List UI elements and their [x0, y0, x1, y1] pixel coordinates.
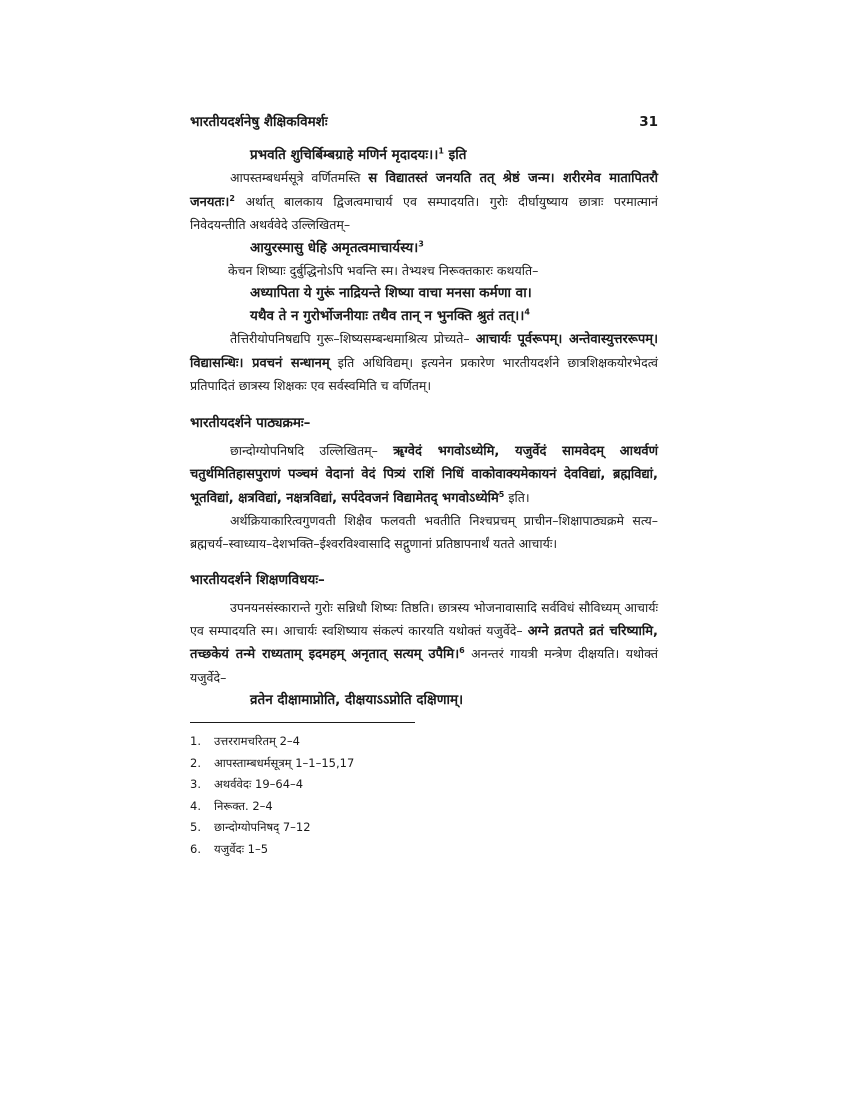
verse-nirukta-2: यथैव ते न गुरोर्भोजनीयाः तथैव तान् न भुनक्ति श्रुतं तत्।।$^4$ [250, 307, 530, 324]
verse-vrata: व्रतेन दीक्षामाप्नोति, दीक्षयाऽऽप्नोति दक्षिणाम्। [250, 692, 464, 708]
footnote-item: 4. निरूक्त. 2–4 [190, 798, 273, 813]
paragraph-chandogya: छान्दोग्योपनिषदि उल्लिखितम्– ॠग्वेदं भगवोऽध्येमि, यजुर्वेदं सामवेदम् आथर्वणं चतुर्थमितिहासपुराणं पञ्चमं वेदानां वेदं पित्र्यं राशिं निधिं वाकोवाक्यमेकायनं देवविद्यां, ब्रह्मविद्यां, भूतविद्यां, क्षत्रविद्यां, नक्षत्रविद्यां, सर्पदेवजनं विद्यामेतद् भगवोऽध्येमि$^5$ इति। [190, 442, 658, 506]
footnote-ref-6: 6 [459, 645, 465, 655]
footnote-item: 3. अथर्ववेदः 19–64–4 [190, 777, 304, 791]
verse-atharva: आयुरस्मासु धेहि अमृतत्वमाचार्यस्य।$^3$ [250, 239, 424, 256]
footnote-divider [190, 722, 415, 723]
page [190, 112, 658, 860]
footnotes [190, 731, 658, 860]
page-number: 31 [639, 114, 658, 130]
verse-nirukta-1: अध्यापिता ये गुरूं नाद्रियन्ते शिष्या वाचा मनसा कर्मणा वा। [250, 285, 532, 301]
header-title: भारतीयदर्शनेषु शैक्षिकविमर्शः [190, 114, 328, 130]
paragraph-shishya: केचन शिष्याः दुर्बुद्धिनोऽपि भवन्ति स्म। तेभ्यश्च निरूक्तकारः कथयति– [228, 262, 539, 278]
footnote-ref-3: 3 [418, 239, 424, 248]
footnote-item: 5. छान्दोग्योपनिषद् 7–12 [190, 820, 311, 834]
footnote-item: 6. यजुर्वेदः 1–5 [190, 841, 269, 856]
footnote-ref-5: 5 [498, 489, 505, 499]
footnote-ref-2: 2 [229, 193, 235, 203]
verse-1: प्रभवति शुचिर्बिम्बग्राहे मणिर्न मृदादयः।।$^1$ इति [250, 146, 467, 163]
running-header [190, 112, 658, 138]
footnote-item: 2. आपस्ताम्बधर्मसूत्रम् 1–1–15,17 [190, 755, 355, 770]
paragraph-arthakriya: अर्थक्रियाकारित्वगुणवती शिक्षैव फलवती भवतीति निश्चप्रचम् प्राचीन–शिक्षापाठ्यक्रमे सत्य–ब्रह्मचर्य–स्वाध्याय–देशभक्ति–ईश्वरविश्वासादि सद्गुणानां प्रतिष्ठापनार्थं यतते आचार्यः। [190, 513, 658, 551]
paragraph-upanayana: उपनयनसंस्कारान्ते गुरोः सन्निधौ शिष्यः तिष्ठति। छात्रस्य भोजनावासादि सर्वविधं सौविध्यम् आचार्यः एव सम्पादयति स्म। आचार्यः स्वशिष्याय संकल्पं कारयति यथोक्तं यजुर्वेदे– अग्ने व्रतपते व्रतं चरिष्यामि, तच्छकेयं तन्मे राध्यताम् इदमहम् अनृतात् सत्यम् उपैमि।$^6$ अनन्तरं गायत्री मन्त्रेण दीक्षयति। यथोक्तं यजुर्वेदे– [190, 600, 658, 685]
paragraph-apastamba: आपस्तम्बधर्मसूत्रे वर्णितमस्ति स विद्यातस्तं जनयति तत् श्रेष्ठं जन्म। शरीरमेव मातापितरौ जनयतः।$^2$ अर्थात् बालकाय द्विजत्वमाचार्य एव सम्पादयति। गुरोः दीर्घायुष्याय छात्राः परमात्मानं निवेदयन्तीति अथर्ववेदे उल्लिखितम्– [190, 170, 658, 232]
footnote-ref-1: 1 [438, 146, 444, 156]
footnote-item: 1. उत्तररामचरितम् 2–4 [190, 734, 300, 748]
section-heading-curriculum: भारतीयदर्शने पाठ्यक्रमः– [190, 414, 311, 431]
paragraph-taittiriya: तैत्तिरीयोपनिषद्यपि गुरू–शिष्यसम्बन्धमाश्रित्य प्रोच्यते– आचार्यः पूर्वरूपम्। अन्तेवास्युत्तररूपम्। विद्यासन्धिः। प्रवचनं सन्धानम् इति अधिविद्यम्। इत्यनेन प्रकारेण भारतीयदर्शने छात्रशिक्षकयोरभेदत्वं प्रतिपादितं छात्रस्य शिक्षकः एव सर्वस्वमिति च वर्णितम्। [190, 331, 658, 393]
footnote-ref-4: 4 [524, 307, 530, 317]
section-heading-teaching-methods: भारतीयदर्शने शिक्षणविधयः– [190, 572, 325, 588]
